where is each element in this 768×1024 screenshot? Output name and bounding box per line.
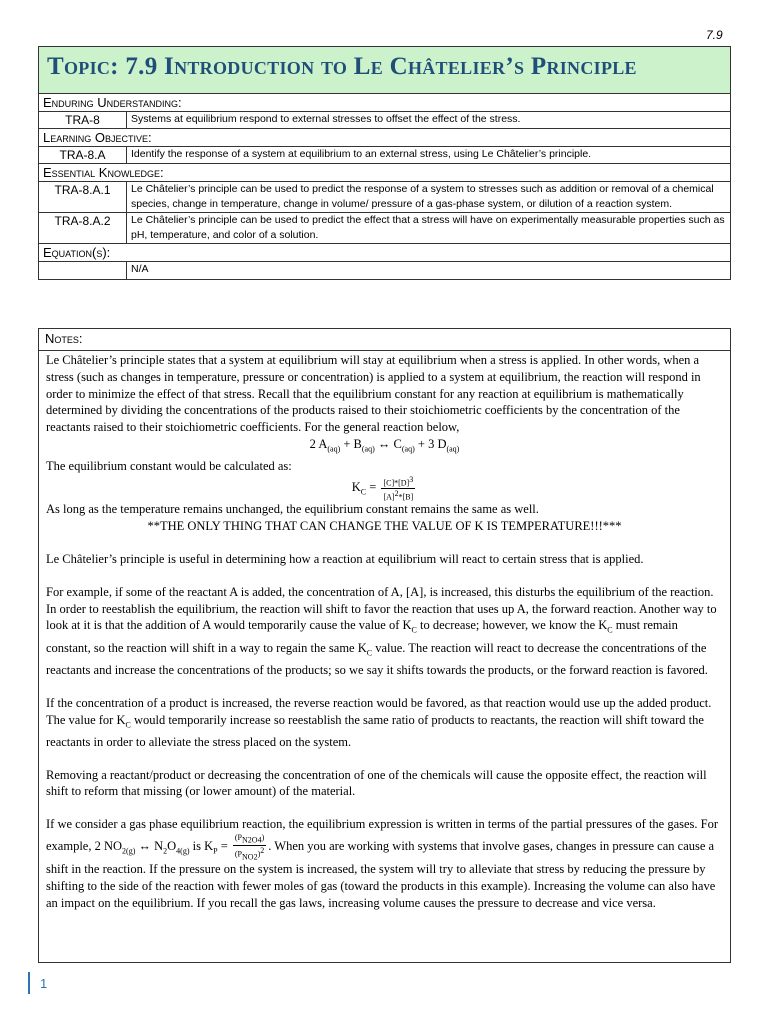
temperature-note: **THE ONLY THING THAT CAN CHANGE THE VALUE OF K IS TEMPERATURE!!!*** (147, 519, 622, 534)
enduring-heading: Enduring Understanding: (39, 94, 731, 112)
notes-paragraph-7: Removing a reactant/product or decreasing the concentration of one of the chemicals will cause the opposite effect, the reaction will shift to reform that missing (or lower amount) of the material. (46, 767, 707, 799)
notes-box (38, 328, 731, 963)
page-label: 7.9 (706, 28, 723, 42)
notes-paragraph-8-rest: . When you are working with systems that involve gases, changes in pressure can cause a shift in the reaction. If the pressure on the system is increased, the system will try to alleviate that stress by reducing the pressure by shifting to the side of the reaction with fewer moles of gas (toward the products in this example). Increasing the volume can also have an impact on the equilibrium. If you recall the gas laws, increasing volume causes the pressure to decrease and vice versa. (46, 838, 716, 910)
enduring-code: TRA-8 (39, 112, 127, 129)
equations-value: N/A (127, 262, 731, 280)
kp-fraction (233, 833, 266, 861)
kc-fraction (381, 475, 415, 501)
notes-paragraph-2: As long as the temperature remains unchanged, the equilibrium constant remains the same as well. (46, 502, 539, 517)
kc-intro: The equilibrium constant would be calculated as: (46, 459, 292, 474)
kc-expression: $K_C$ = $\frac{[C]*[D]^3}{[A]^2*[B]}$ (351, 475, 414, 502)
footer-bar (28, 972, 30, 994)
notes-paragraph-6: If the concentration of a product is increased, the reverse reaction would be favored, as that reaction would use up the added product. The value for $K_C$ would temporarily increase so reestablish the same ratio of products to reactants, the reaction will shift toward the reactants in order to alleviate the stress placed on the system. (46, 695, 712, 749)
knowledge-code-1: TRA-8.A.1 (39, 182, 127, 213)
knowledge-code-2: TRA-8.A.2 (39, 213, 127, 244)
objective-heading: Learning Objective: (39, 129, 731, 147)
knowledge-text-2: Le Châtelier’s principle can be used to predict the effect that a stress will have on experimentally measurable properties such as pH, temperature, and color of a solution. (127, 213, 731, 244)
footer-page-number: 1 (40, 976, 48, 991)
knowledge-text-1: Le Châtelier’s principle can be used to predict the response of a system to stresses such as addition or removal of a chemical species, change in temperature, change in volume/ pressure of a gas-phase system, or dilution of a reaction system. (127, 182, 731, 213)
equations-heading: Equation(s): (39, 244, 731, 262)
objective-code: TRA-8.A (39, 147, 127, 164)
equations-code-cell (39, 262, 127, 280)
topic-table (38, 46, 731, 280)
notes-heading: Notes: (39, 329, 730, 351)
kp-denominator: $(P_{NO2})^2$ (234, 845, 265, 861)
topic-title: Topic: 7.9 Introduction to Le Châtelier’s Principle (47, 53, 637, 80)
kc-denominator: $[A]^2*[B]$ (383, 488, 414, 502)
general-reaction: 2 $A_{(aq)} + B_{(aq)}$ ↔ $C_{(aq)} + 3$ $D_{(aq)}$ (309, 436, 460, 454)
objective-text: Identify the response of a system at equilibrium to an external stress, using Le Châtelier’s principle. (127, 147, 731, 164)
kp-numerator: $(P_{N2O4})$ (234, 833, 265, 845)
notes-paragraph-5: For example, if some of the reactant A is added, the concentration of A, [A], is increased, this disturbs the equilibrium of the reaction. In order to reestablish the equilibrium, the reaction will shift to favor the reaction that uses up A, the forward reaction. Another way to look at it is that the addition of A would temporarily cause the value of $K_C$ to decrease; however, we know the $K_C$ must remain constant, so the reaction will shift in a way to regain the same $K_C$ value. The reaction will react to decrease the concentrations of the reactants and increase the concentrations of the products; so we say it shifts towards the products, or the forward reaction is favored. (46, 584, 717, 677)
notes-paragraph-1: Le Châtelier’s principle states that a system at equilibrium will stay at equilibrium when a stress is applied. In other words, when a stress (such as changes in temperature, pressure or concentration) is applied to a system at equilibrium, the reaction will respond in order to minimize the effect of that stress. Recall that the equilibrium constant for any reaction at equilibrium is mathematically determined by dividing the concentrations of the products raised to their stoichiometric coefficients by the concentration of the reactants raised to their stoichiometric coefficients. For the general reaction below, (46, 353, 701, 435)
topic-title-cell (39, 47, 731, 94)
notes-paragraph-8: If we consider a gas phase equilibrium reaction, the equilibrium expression is written in terms of the partial pressures of the gases. For example, 2 $NO_{2(g)}$ ↔ $N_2O_{4(g)}$ is $K_P$ = $\frac{(P_{N2O4})}{(P_{NO2})^2}$ . When you are working with systems that involve gases, changes in pressure can cause a shift in the reaction. If the pressure on the system is increased, the system will try to alleviate that stress by reducing the pressure by shifting to the side of the reaction with fewer moles of gas (toward the products in this example). Increasing the volume can also have an impact on the equilibrium. If you recall the gas laws, increasing volume causes the pressure to decrease and vice versa. (46, 817, 719, 910)
notes-paragraph-4: Le Châtelier’s principle is useful in determining how a reaction at equilibrium will react to certain stress that is applied. (46, 552, 644, 566)
notes-body (39, 351, 730, 911)
enduring-text: Systems at equilibrium respond to external stresses to offset the effect of the stress. (127, 112, 731, 129)
kc-numerator: $[C]*[D]^3$ (383, 475, 414, 488)
knowledge-heading: Essential Knowledge: (39, 164, 731, 182)
